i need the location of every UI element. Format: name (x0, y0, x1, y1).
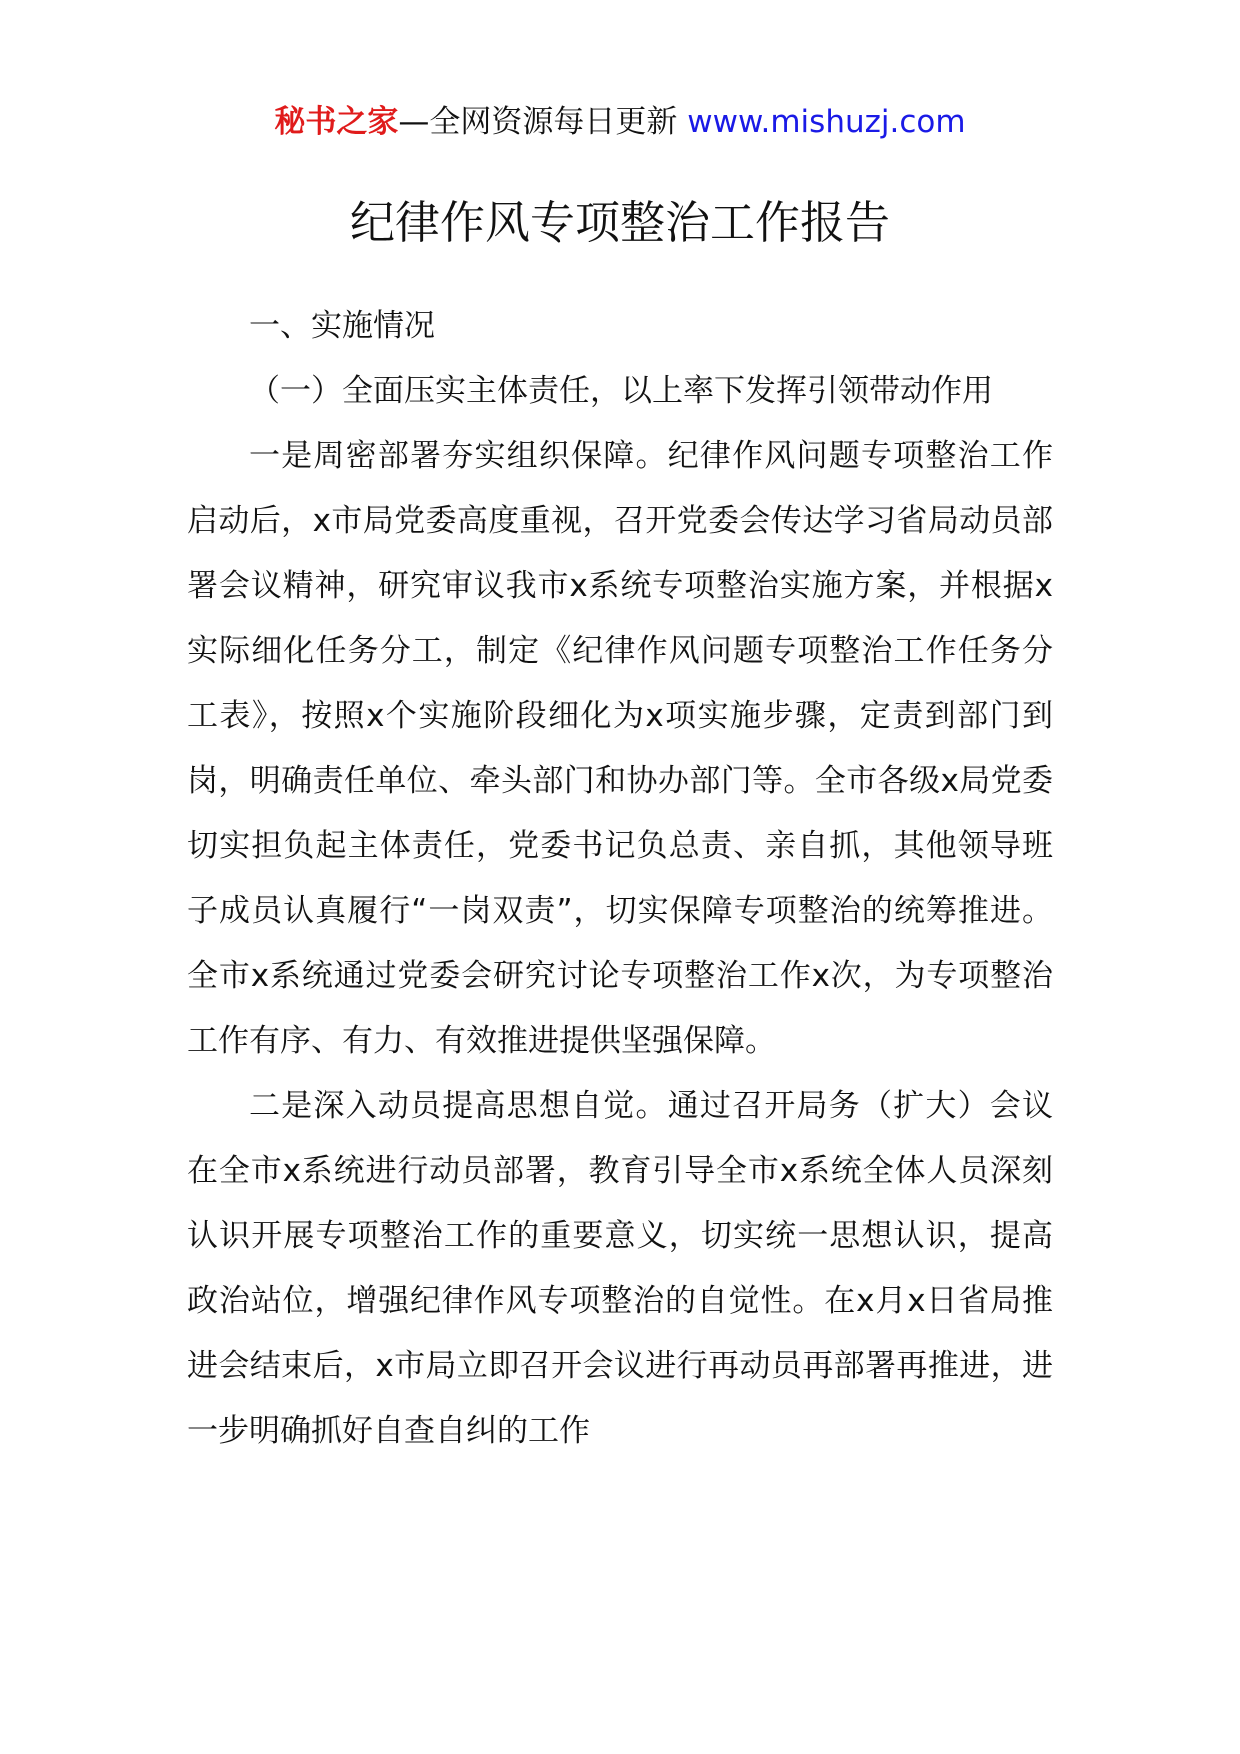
section-heading: 一、实施情况 (249, 308, 435, 344)
banner-brand: 秘书之家 (274, 104, 399, 140)
body-paragraph-1: 一是周密部署夯实组织保障。纪律作风问题专项整治工作启动后，x市局党委高度重视，召开党委会传达学习省局动员部署会议精神，研究审议我市x系统专项整治实施方案，并根据x实际细化任务分工，制定《纪律作风问题专项整治工作任务分工表》，按照x个实施阶段细化为x项实施步骤，定责到部门到岗，明确责任单位、牵头部门和协办部门等。全市各级x局党委切实担负起主体责任，党委书记负总责、亲自抓，其他领导班子成员认真履行“一岗双责”，切实保障专项整治的统筹推进。全市x系统通过党委会研究讨论专项整治工作x次，为专项整治工作有序、有力、有效推进提供坚强保障。 (187, 438, 1053, 1059)
banner-url-link[interactable]: www.mishuzj.com (687, 104, 966, 140)
site-banner (0, 100, 1240, 144)
subsection-heading: （一）全面压实主体责任，以上率下发挥引领带动作用 (249, 373, 993, 409)
body-paragraph-2: 二是深入动员提高思想自觉。通过召开局务（扩大）会议在全市x系统进行动员部署，教育引导全市x系统全体人员深刻认识开展专项整治工作的重要意义，切实统一思想认识，提高政治站位，增强纪律作风专项整治的自觉性。在x月x日省局推进会结束后，x市局立即召开会议进行再动员再部署再推进，进一步明确抓好自查自纠的工作 (187, 1088, 1053, 1449)
document-title: 纪律作风专项整治工作报告 (349, 196, 890, 249)
document-body (187, 294, 1053, 1464)
banner-slogan: —全网资源每日更新 (398, 104, 678, 140)
